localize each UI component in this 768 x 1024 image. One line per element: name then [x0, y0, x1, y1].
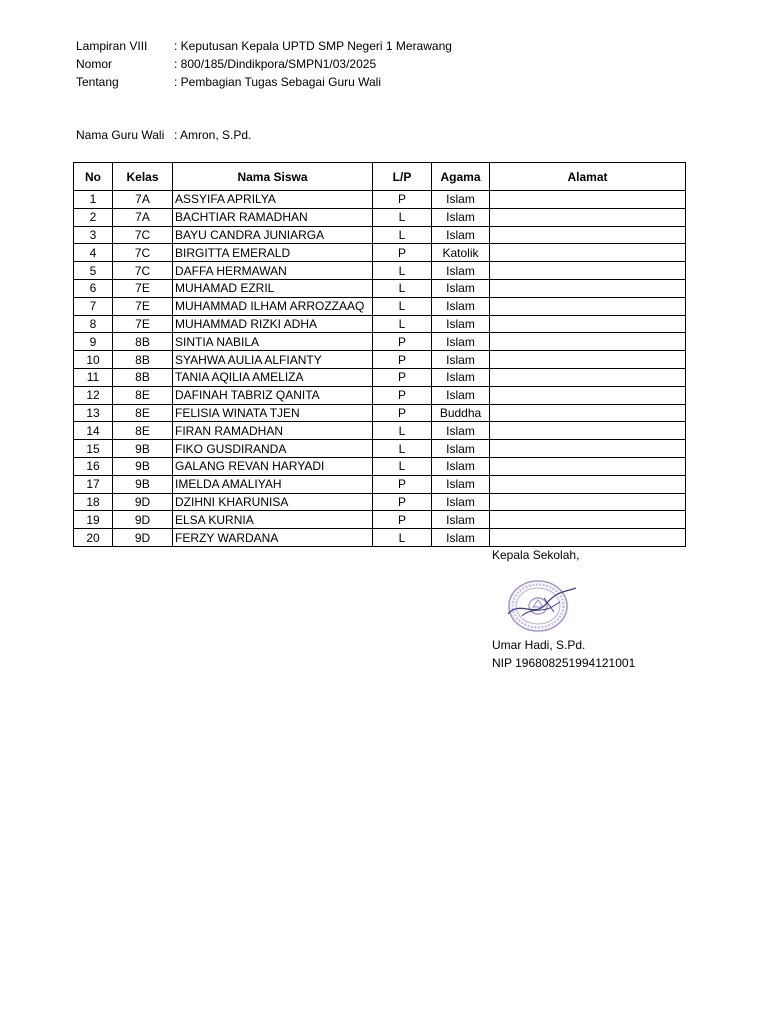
- cell-agama: Islam: [432, 208, 490, 226]
- cell-agama: Katolik: [432, 244, 490, 262]
- cell-lp: L: [373, 315, 432, 333]
- cell-nama-siswa: IMELDA AMALIYAH: [173, 475, 373, 493]
- signatory-block: [492, 636, 635, 672]
- table-row: [74, 333, 686, 351]
- cell-nama-siswa: BACHTIAR RAMADHAN: [173, 208, 373, 226]
- cell-alamat: [490, 244, 686, 262]
- table-row: [74, 191, 686, 209]
- cell-kelas: 7E: [113, 315, 173, 333]
- cell-alamat: [490, 262, 686, 280]
- cell-agama: Islam: [432, 493, 490, 511]
- header-value: : 800/185/Dindikpora/SMPN1/03/2025: [174, 57, 377, 71]
- guru-wali-row: [76, 126, 251, 144]
- cell-nama-siswa: DZIHNI KHARUNISA: [173, 493, 373, 511]
- table-body: [74, 191, 686, 547]
- cell-nama-siswa: SYAHWA AULIA ALFIANTY: [173, 351, 373, 369]
- cell-lp: L: [373, 422, 432, 440]
- student-table: [73, 162, 686, 547]
- cell-lp: P: [373, 404, 432, 422]
- cell-agama: Islam: [432, 351, 490, 369]
- cell-lp: P: [373, 368, 432, 386]
- cell-no: 12: [74, 386, 113, 404]
- cell-agama: Islam: [432, 511, 490, 529]
- cell-lp: P: [373, 191, 432, 209]
- cell-nama-siswa: MUHAMMAD RIZKI ADHA: [173, 315, 373, 333]
- cell-lp: L: [373, 226, 432, 244]
- cell-no: 16: [74, 457, 113, 475]
- table-row: [74, 297, 686, 315]
- cell-no: 1: [74, 191, 113, 209]
- cell-no: 11: [74, 368, 113, 386]
- cell-nama-siswa: BAYU CANDRA JUNIARGA: [173, 226, 373, 244]
- cell-nama-siswa: MUHAMMAD ILHAM ARROZZAAQ: [173, 297, 373, 315]
- cell-kelas: 7A: [113, 208, 173, 226]
- cell-agama: Islam: [432, 262, 490, 280]
- header-row-tentang: [76, 73, 452, 91]
- cell-nama-siswa: BIRGITTA EMERALD: [173, 244, 373, 262]
- cell-kelas: 9D: [113, 529, 173, 547]
- cell-no: 13: [74, 404, 113, 422]
- cell-agama: Islam: [432, 333, 490, 351]
- cell-lp: P: [373, 493, 432, 511]
- cell-alamat: [490, 475, 686, 493]
- cell-kelas: 8E: [113, 404, 173, 422]
- signature-title: Kepala Sekolah,: [492, 548, 580, 562]
- table-row: [74, 511, 686, 529]
- table-row: [74, 262, 686, 280]
- cell-agama: Islam: [432, 315, 490, 333]
- cell-lp: L: [373, 529, 432, 547]
- cell-no: 10: [74, 351, 113, 369]
- cell-agama: Buddha: [432, 404, 490, 422]
- cell-kelas: 7C: [113, 244, 173, 262]
- cell-no: 17: [74, 475, 113, 493]
- header-label: Nomor: [76, 57, 113, 71]
- table-header-row: [74, 163, 686, 191]
- cell-lp: P: [373, 351, 432, 369]
- cell-nama-siswa: SINTIA NABILA: [173, 333, 373, 351]
- cell-lp: L: [373, 440, 432, 458]
- cell-alamat: [490, 493, 686, 511]
- table-row: [74, 493, 686, 511]
- cell-no: 2: [74, 208, 113, 226]
- table-row: [74, 226, 686, 244]
- table-row: [74, 422, 686, 440]
- guru-wali-value: : Amron, S.Pd.: [174, 128, 252, 142]
- cell-agama: Islam: [432, 191, 490, 209]
- school-stamp-icon: [500, 578, 580, 634]
- cell-no: 7: [74, 297, 113, 315]
- guru-wali-label: Nama Guru Wali: [76, 128, 165, 142]
- cell-lp: L: [373, 457, 432, 475]
- cell-kelas: 7C: [113, 226, 173, 244]
- cell-kelas: 9B: [113, 457, 173, 475]
- cell-alamat: [490, 191, 686, 209]
- cell-lp: L: [373, 208, 432, 226]
- table-row: [74, 279, 686, 297]
- cell-agama: Islam: [432, 368, 490, 386]
- cell-alamat: [490, 208, 686, 226]
- cell-kelas: 9B: [113, 440, 173, 458]
- cell-lp: P: [373, 511, 432, 529]
- cell-no: 3: [74, 226, 113, 244]
- column-header-agama: Agama: [432, 163, 490, 191]
- cell-nama-siswa: ELSA KURNIA: [173, 511, 373, 529]
- cell-alamat: [490, 315, 686, 333]
- cell-nama-siswa: ASSYIFA APRILYA: [173, 191, 373, 209]
- cell-nama-siswa: MUHAMAD EZRIL: [173, 279, 373, 297]
- cell-alamat: [490, 440, 686, 458]
- table-row: [74, 404, 686, 422]
- cell-lp: P: [373, 333, 432, 351]
- cell-alamat: [490, 404, 686, 422]
- cell-kelas: 9D: [113, 511, 173, 529]
- cell-agama: Islam: [432, 529, 490, 547]
- cell-kelas: 8E: [113, 386, 173, 404]
- document-header: [76, 37, 452, 91]
- cell-nama-siswa: DAFINAH TABRIZ QANITA: [173, 386, 373, 404]
- column-header-lp: L/P: [373, 163, 432, 191]
- table-row: [74, 529, 686, 547]
- cell-agama: Islam: [432, 297, 490, 315]
- cell-no: 9: [74, 333, 113, 351]
- cell-alamat: [490, 529, 686, 547]
- cell-kelas: 7E: [113, 279, 173, 297]
- cell-no: 8: [74, 315, 113, 333]
- table-row: [74, 351, 686, 369]
- column-header-alamat: Alamat: [490, 163, 686, 191]
- cell-lp: P: [373, 386, 432, 404]
- cell-agama: Islam: [432, 226, 490, 244]
- cell-kelas: 8E: [113, 422, 173, 440]
- cell-nama-siswa: FELISIA WINATA TJEN: [173, 404, 373, 422]
- cell-alamat: [490, 279, 686, 297]
- column-header-nama-siswa: Nama Siswa: [173, 163, 373, 191]
- signatory-name: Umar Hadi, S.Pd.: [492, 638, 586, 652]
- cell-lp: L: [373, 279, 432, 297]
- table-row: [74, 475, 686, 493]
- cell-kelas: 8B: [113, 333, 173, 351]
- cell-alamat: [490, 297, 686, 315]
- cell-kelas: 8B: [113, 351, 173, 369]
- cell-no: 5: [74, 262, 113, 280]
- header-label: Tentang: [76, 75, 119, 89]
- cell-kelas: 9B: [113, 475, 173, 493]
- cell-no: 14: [74, 422, 113, 440]
- cell-nama-siswa: FIKO GUSDIRANDA: [173, 440, 373, 458]
- cell-alamat: [490, 457, 686, 475]
- cell-alamat: [490, 422, 686, 440]
- header-row-lampiran: [76, 37, 452, 55]
- cell-lp: P: [373, 475, 432, 493]
- header-value: : Pembagian Tugas Sebagai Guru Wali: [174, 75, 382, 89]
- cell-nama-siswa: FIRAN RAMADHAN: [173, 422, 373, 440]
- cell-agama: Islam: [432, 279, 490, 297]
- cell-kelas: 7C: [113, 262, 173, 280]
- cell-lp: P: [373, 244, 432, 262]
- cell-alamat: [490, 351, 686, 369]
- cell-nama-siswa: DAFFA HERMAWAN: [173, 262, 373, 280]
- cell-agama: Islam: [432, 386, 490, 404]
- cell-nama-siswa: GALANG REVAN HARYADI: [173, 457, 373, 475]
- cell-agama: Islam: [432, 422, 490, 440]
- header-row-nomor: [76, 55, 452, 73]
- cell-kelas: 8B: [113, 368, 173, 386]
- cell-no: 4: [74, 244, 113, 262]
- table-row: [74, 440, 686, 458]
- cell-alamat: [490, 511, 686, 529]
- table-row: [74, 386, 686, 404]
- cell-kelas: 7A: [113, 191, 173, 209]
- cell-no: 19: [74, 511, 113, 529]
- column-header-no: No: [74, 163, 113, 191]
- cell-nama-siswa: TANIA AQILIA AMELIZA: [173, 368, 373, 386]
- cell-no: 20: [74, 529, 113, 547]
- header-label: Lampiran VIII: [76, 39, 148, 53]
- cell-no: 15: [74, 440, 113, 458]
- table-row: [74, 368, 686, 386]
- cell-agama: Islam: [432, 457, 490, 475]
- cell-agama: Islam: [432, 475, 490, 493]
- header-value: : Keputusan Kepala UPTD SMP Negeri 1 Merawang: [174, 39, 452, 53]
- cell-no: 6: [74, 279, 113, 297]
- cell-alamat: [490, 333, 686, 351]
- cell-no: 18: [74, 493, 113, 511]
- table-row: [74, 315, 686, 333]
- table-row: [74, 244, 686, 262]
- cell-kelas: 7E: [113, 297, 173, 315]
- cell-agama: Islam: [432, 440, 490, 458]
- cell-alamat: [490, 368, 686, 386]
- table-row: [74, 208, 686, 226]
- cell-nama-siswa: FERZY WARDANA: [173, 529, 373, 547]
- cell-lp: L: [373, 297, 432, 315]
- cell-kelas: 9D: [113, 493, 173, 511]
- table-row: [74, 457, 686, 475]
- column-header-kelas: Kelas: [113, 163, 173, 191]
- cell-alamat: [490, 226, 686, 244]
- cell-alamat: [490, 386, 686, 404]
- cell-lp: L: [373, 262, 432, 280]
- signatory-nip: NIP 196808251994121001: [492, 656, 636, 670]
- signature-block: [492, 546, 579, 564]
